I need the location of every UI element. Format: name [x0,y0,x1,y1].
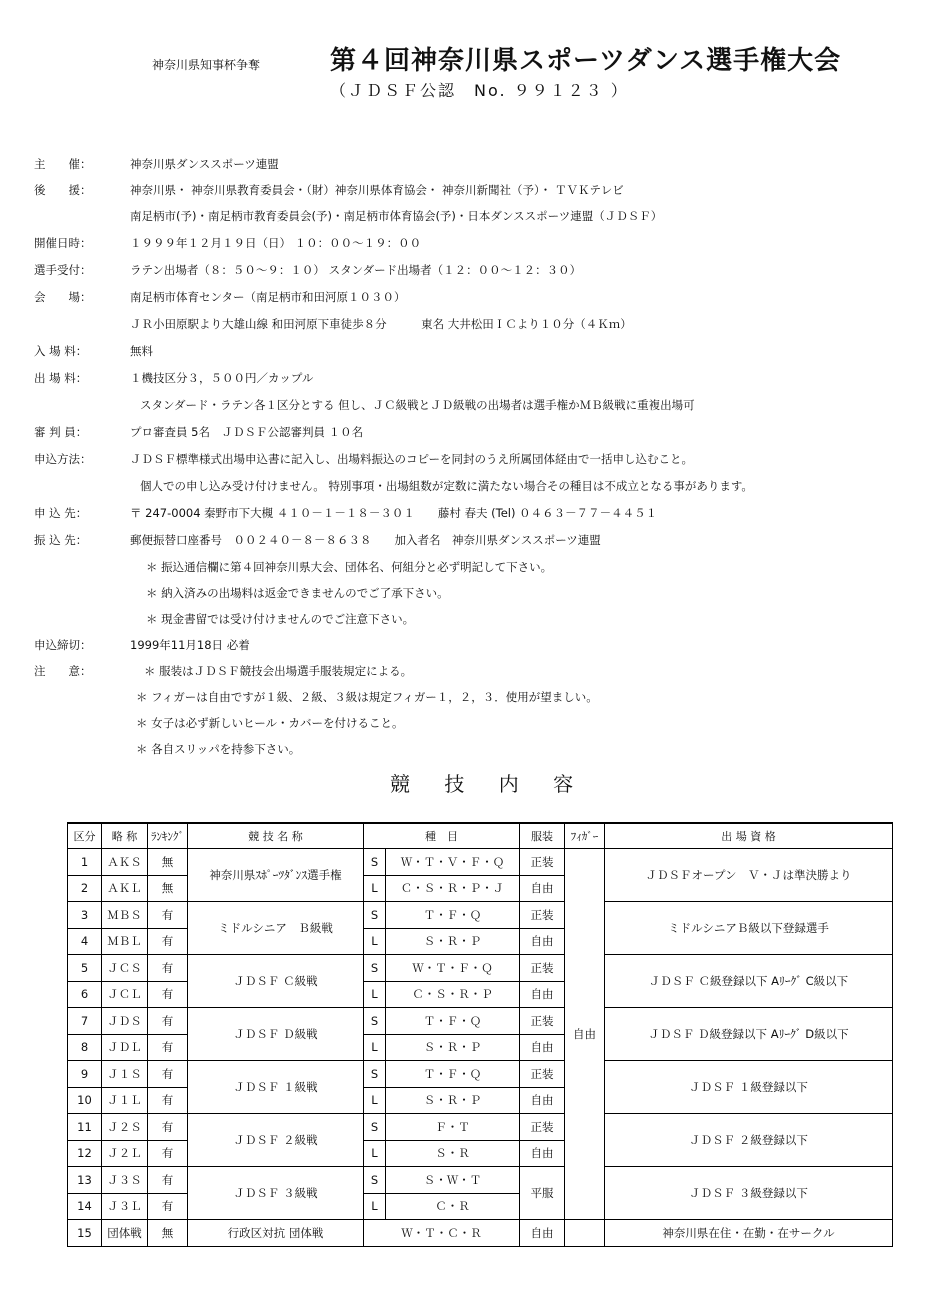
cell-dress: 自由 [520,1087,565,1114]
cell-qualification: ミドルシニアＢ級以下登録選手 [605,902,893,955]
info-text: ＪＲ小田原駅より大雄山線 和田河原下車徒歩８分 東名 大井松田ＩＣより１０分（４Ｋｍ） [130,317,632,331]
section-title: 競 技 内 容 [390,772,588,796]
cup-name: 神奈川県知事杯争奪 [152,58,261,72]
cell-code: ＪＣＬ [102,981,148,1008]
info-row-transfer [34,532,601,548]
cell-events: Ｗ・Ｔ・Ｆ・Ｑ [386,955,520,982]
cell-events: Ｓ・Ｒ・Ｐ [386,928,520,955]
cell-dress: 正装 [520,849,565,876]
info-text: ＊ 振込通信欄に第４回神奈川県大会、団体名、何組分と必ず明記して下さい。 [146,560,553,574]
cell-name: ＪＤＳＦ １級戦 [188,1061,364,1114]
header-figure: ﾌｨｶﾞｰ [565,823,605,849]
info-row-deadline [34,637,250,653]
cell-sl: L [364,928,386,955]
info-row-transfer-note-1 [50,559,552,575]
cell-code: ＭＢＳ [102,902,148,929]
info-row-apply-method-cont [44,478,753,494]
cell-dress: 正装 [520,902,565,929]
cell-no: 2 [68,875,102,902]
cell-sl: S [364,1008,386,1035]
info-label: 申込締切： [34,638,92,652]
info-row-transfer-note-3 [50,611,414,627]
table-header-row [68,823,893,849]
info-text: ＊ 各自スリッパを持参下さい。 [136,742,301,756]
cell-events: Ｔ・Ｆ・Ｑ [386,902,520,929]
cell-qualification: ＪＤＳＦオープン Ｖ・Ｊは準決勝より [605,849,893,902]
cell-no: 11 [68,1114,102,1141]
cell-figure-team [565,1220,605,1247]
cell-rank: 有 [148,1087,188,1114]
cell-rank: 有 [148,928,188,955]
info-row-admission [34,343,153,359]
cell-no: 4 [68,928,102,955]
cell-qualification: ＪＤＳＦ ２級登録以下 [605,1114,893,1167]
info-label: 後 援： [34,183,92,197]
info-row-judges [34,424,363,440]
table-row [68,902,893,929]
cell-events: Ｗ・Ｔ・Ｃ・Ｒ [364,1220,520,1247]
competition-table [67,822,893,1247]
info-text: スタンダード・ラテン各１区分とする 但し、ＪＣ級戦とＪＤ級戦の出場者は選手権かＭＢ級戦に重複出場可 [140,398,695,412]
cell-code: Ｊ３Ｓ [102,1167,148,1194]
cell-rank: 有 [148,902,188,929]
cell-no: 5 [68,955,102,982]
cell-code: 団体戦 [102,1220,148,1247]
table-row [68,1220,893,1247]
cell-code: ＡＫＬ [102,875,148,902]
info-label: 振 込 先： [34,533,88,547]
cell-no: 15 [68,1220,102,1247]
header-ranking: ﾗﾝｷﾝｸﾞ [148,823,188,849]
cell-rank: 有 [148,1061,188,1088]
info-row-transfer-note-2 [50,585,449,601]
cell-rank: 有 [148,1140,188,1167]
cell-sl: S [364,1167,386,1194]
info-label: 注 意： [34,664,92,678]
info-text: 神奈川県・ 神奈川県教育委員会・（財）神奈川県体育協会・ 神奈川新聞社（予）・ ＴＶＫテレビ [130,183,624,197]
info-row-apply-to [34,505,657,521]
cell-rank: 有 [148,981,188,1008]
info-text: 無料 [130,344,153,358]
info-text: １９９９年１２月１９日（日） １０：００～１９：００ [130,236,422,250]
info-text: 郵便振替口座番号 ００２４０－８－８６３８ 加入者名 神奈川県ダンススポーツ連盟 [130,533,601,547]
page-subtitle: （ＪＤＳＦ公認 No. ９９１２３ ） [330,81,629,100]
info-label: 出 場 料： [34,371,88,385]
info-text: ラテン出場者（８：５０～９：１０） スタンダード出場者（１２：００～１２：３０） [130,263,582,277]
cell-dress: 正装 [520,1114,565,1141]
cell-sl: S [364,902,386,929]
cell-rank: 有 [148,1034,188,1061]
info-text: ＊ 服装はＪＤＳＦ競技会出場選手服装規定による。 [144,664,413,678]
header-qualification: 出 場 資 格 [605,823,893,849]
cell-events: Ｃ・Ｓ・Ｒ・Ｐ・Ｊ [386,875,520,902]
cell-code: Ｊ２Ｌ [102,1140,148,1167]
info-text: 神奈川県ダンススポーツ連盟 [130,157,279,171]
cell-code: Ｊ３Ｌ [102,1193,148,1220]
info-row-support-cont [34,208,662,224]
info-label: 審 判 員： [34,425,88,439]
cell-no: 14 [68,1193,102,1220]
info-text: 個人での申し込み受け付けません。 特別事項・出場組数が定数に満たない場合その種目は不成立となる事があります。 [140,479,753,493]
cell-dress: 自由 [520,1034,565,1061]
info-text: ＊ 現金書留では受け付けませんのでご注意下さい。 [146,612,415,626]
cell-code: ＪＤＳ [102,1008,148,1035]
cell-dress: 自由 [520,1140,565,1167]
cell-sl: L [364,981,386,1008]
header-events: 種 目 [364,823,520,849]
info-text: ＪＤＳＦ標準様式出場申込書に記入し、出場料振込のコピーを同封のうえ所属団体経由で一括申し込むこと。 [130,452,694,466]
cell-sl: S [364,955,386,982]
table-row [68,849,893,876]
cell-name: 神奈川県ｽﾎﾟｰﾂﾀﾞﾝｽ選手権 [188,849,364,902]
info-label: 入 場 料： [34,344,88,358]
cell-events: Ｆ・Ｔ [386,1114,520,1141]
cell-code: ＪＣＳ [102,955,148,982]
cell-dress: 正装 [520,955,565,982]
info-row-notes-4 [40,741,300,757]
cell-name: ミドルシニア Ｂ級戦 [188,902,364,955]
info-label: 選手受付： [34,263,92,277]
cell-sl: S [364,1114,386,1141]
info-text: 〒 247-0004 秦野市下大槻 ４１０－１－１８－３０１ 藤村 春夫 (Tel) ０４６３－７７－４４５１ [130,506,658,520]
cell-dress: 自由 [520,981,565,1008]
cell-dress: 自由 [520,928,565,955]
info-row-notes-3 [40,715,403,731]
cell-rank: 無 [148,849,188,876]
info-row-notes [34,663,412,679]
info-label: 会 場： [34,290,92,304]
header-competition-name: 競 技 名 称 [188,823,364,849]
cell-name: ＪＤＳＦ Ｄ級戦 [188,1008,364,1061]
cell-rank: 有 [148,1114,188,1141]
cell-rank: 無 [148,1220,188,1247]
cell-events: Ｓ・Ｒ・Ｐ [386,1087,520,1114]
info-label: 申込方法： [34,452,92,466]
info-row-entry-fee-cont [44,397,695,413]
cell-name: 行政区対抗 団体戦 [188,1220,364,1247]
cell-rank: 無 [148,875,188,902]
cell-qualification: ＪＤＳＦ ３級登録以下 [605,1167,893,1220]
cell-events: Ｗ・Ｔ・Ｖ・Ｆ・Ｑ [386,849,520,876]
cell-sl: L [364,1193,386,1220]
info-label: 申 込 先： [34,506,88,520]
cell-qualification: 神奈川県在住・在勤・在サークル [605,1220,893,1247]
info-text: ＊ 女子は必ず新しいヒール・カバーを付けること。 [136,716,404,730]
info-row-reception [34,262,581,278]
cell-no: 1 [68,849,102,876]
cell-figure: 自由 [565,849,605,1220]
cell-code: ＭＢＬ [102,928,148,955]
header-code: 略 称 [102,823,148,849]
cell-dress: 自由 [520,1220,565,1247]
cell-name: ＪＤＳＦ Ｃ級戦 [188,955,364,1008]
table-row [68,955,893,982]
info-text: 南足柄市体育センター（南足柄市和田河原１０３０） [130,290,406,304]
cell-events: Ｓ・Ｒ・Ｐ [386,1034,520,1061]
cell-dress: 平服 [520,1167,565,1220]
cell-rank: 有 [148,1193,188,1220]
header-division: 区分 [68,823,102,849]
cell-code: ＪＤＬ [102,1034,148,1061]
cell-name: ＪＤＳＦ ３級戦 [188,1167,364,1220]
cell-rank: 有 [148,955,188,982]
cell-qualification: ＪＤＳＦ １級登録以下 [605,1061,893,1114]
table-row [68,1114,893,1141]
cell-no: 7 [68,1008,102,1035]
cell-name: ＪＤＳＦ ２級戦 [188,1114,364,1167]
cell-events: Ｔ・Ｆ・Ｑ [386,1061,520,1088]
info-row-organizer [34,156,279,172]
cell-dress: 自由 [520,875,565,902]
info-row-notes-2 [40,689,598,705]
cell-sl: L [364,1140,386,1167]
cell-dress: 正装 [520,1061,565,1088]
cell-no: 12 [68,1140,102,1167]
cell-code: Ｊ１Ｌ [102,1087,148,1114]
cell-qualification: ＪＤＳＦ Ｃ級登録以下 Aﾘｰｸﾞ C級以下 [605,955,893,1008]
info-row-apply-method [34,451,693,467]
cell-no: 13 [68,1167,102,1194]
info-label: 主 催： [34,157,92,171]
cell-code: ＡＫＳ [102,849,148,876]
info-text: ＊ 納入済みの出場料は返金できませんのでご了承下さい。 [146,586,449,600]
info-row-support [34,182,624,198]
cell-events: Ｃ・Ｓ・Ｒ・Ｐ [386,981,520,1008]
cell-rank: 有 [148,1008,188,1035]
table-row [68,1167,893,1194]
cell-sl: S [364,849,386,876]
cell-sl: L [364,1034,386,1061]
cell-no: 9 [68,1061,102,1088]
cell-events: Ｃ・Ｒ [386,1193,520,1220]
cell-no: 6 [68,981,102,1008]
info-text: ＊ フィガーは自由ですが１級、２級、３級は規定フィガー１，２，３．使用が望ましい。 [136,690,598,704]
info-label: 開催日時： [34,236,92,250]
cell-qualification: ＪＤＳＦ Ｄ級登録以下 Aﾘｰｸﾞ D級以下 [605,1008,893,1061]
cell-code: Ｊ２Ｓ [102,1114,148,1141]
page-title: 第４回神奈川県スポーツダンス選手権大会 [330,46,842,76]
info-text: プロ審査員 5名 ＪＤＳＦ公認審判員 １０名 [130,425,364,439]
info-text: 1999年11月18日 必着 [130,638,250,652]
cell-no: 10 [68,1087,102,1114]
info-text: 南足柄市(予)・南足柄市教育委員会(予)・南足柄市体育協会(予)・日本ダンススポーツ連盟（ＪＤＳＦ） [130,209,663,223]
table-row [68,1061,893,1088]
info-row-date [34,235,421,251]
cell-sl: L [364,875,386,902]
cell-rank: 有 [148,1167,188,1194]
info-row-venue [34,289,406,305]
cell-no: 8 [68,1034,102,1061]
cell-no: 3 [68,902,102,929]
cell-events: Ｓ・Ｒ [386,1140,520,1167]
cell-dress: 正装 [520,1008,565,1035]
cell-sl: L [364,1087,386,1114]
cell-events: Ｓ・Ｗ・Ｔ [386,1167,520,1194]
info-row-access [34,316,632,332]
info-text: １機技区分３，５００円／カップル [130,371,314,385]
header-dress: 服装 [520,823,565,849]
info-row-entry-fee [34,370,313,386]
cell-code: Ｊ１Ｓ [102,1061,148,1088]
cell-events: Ｔ・Ｆ・Ｑ [386,1008,520,1035]
cell-sl: S [364,1061,386,1088]
table-row [68,1008,893,1035]
